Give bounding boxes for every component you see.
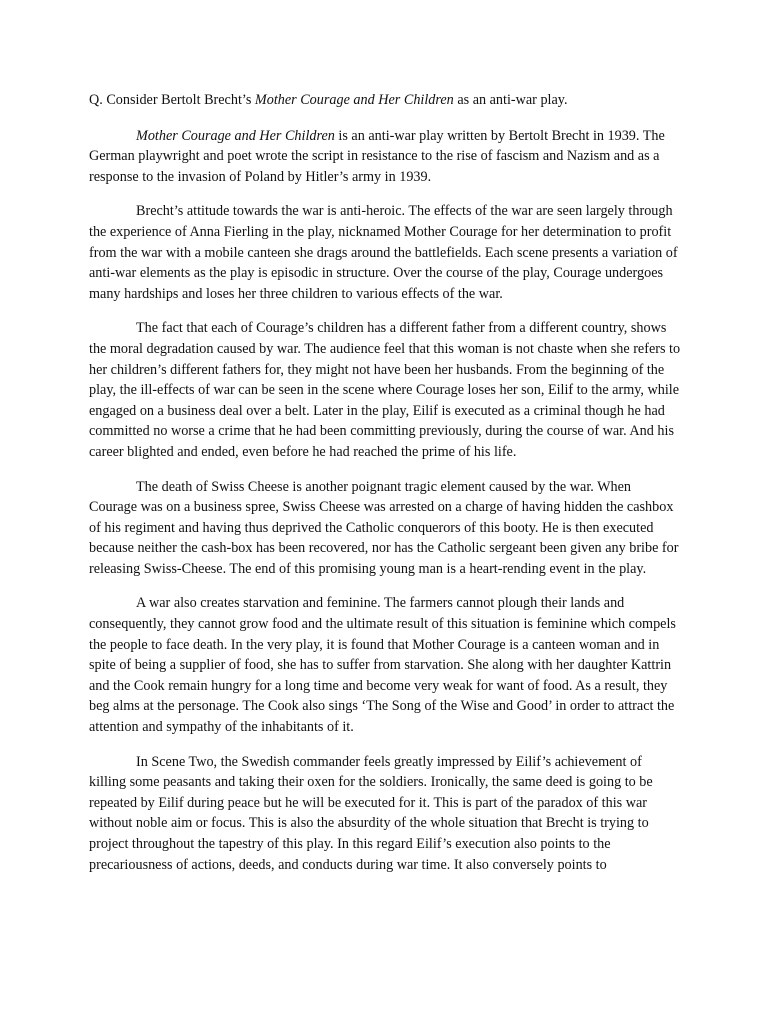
paragraph-moral-degradation: The fact that each of Courage’s children has a different father from a different country, shows the moral degradation caused by war. The audience feel that this woman is not chaste when she refers to her children’s different fathers for, they might not have been her husbands. From the beginning of the play, the ill-effects of war can be seen in the scene where Courage loses her son, Eilif to the army, while engaged on a business deal over a belt. Later in the play, Eilif is executed as a criminal though he had committed no worse a crime that he had been committing previously, during the course of war. And his career blighted and ended, even before he had reached the prime of his life. (89, 320, 681, 460)
paragraph-intro-title: Mother Courage and Her Children (136, 127, 335, 144)
paragraph-intro-text: is an anti-war play written by Bertolt Brecht in 1939. The German playwright and poet wrote the script in resistance to the rise of fascism and Nazism and as a response to the invasion of Poland by Hitler’s army in 1939. (89, 127, 665, 185)
question-prefix: Q. Consider Bertolt Brecht’s (89, 92, 255, 108)
document-page (89, 90, 681, 875)
paragraph-intro (89, 126, 681, 188)
paragraph-swiss-cheese: The death of Swiss Cheese is another poignant tragic element caused by the war. When Courage was on a business spree, Swiss Cheese was arrested on a charge of having hidden the cashbox of his regiment and having thus deprived the Catholic conquerors of this booty. He is then executed because neither the cash-box has been recovered, nor has the Catholic sergeant been given any bribe for releasing Swiss-Cheese. The end of this promising young man is a heart-rending event in the play. (89, 478, 679, 577)
paragraph-scene-two: In Scene Two, the Swedish commander feels greatly impressed by Eilif’s achievement of killing some peasants and taking their oxen for the soldiers. Ironically, the same deed is going to be repeated by Eilif during peace but he will be executed for it. This is part of the paradox of this war without noble aim or focus. This is also the absurdity of the whole situation that Brecht is trying to project throughout the tapestry of this play. In this regard Eilif’s execution also points to the precariousness of actions, deeds, and conducts during war time. It also conversely points to (89, 753, 653, 873)
question-suffix: as an anti-war play. (453, 92, 568, 108)
paragraph-starvation: A war also creates starvation and feminine. The farmers cannot plough their lands and consequently, they cannot grow food and the ultimate result of this situation is feminine which compels the people to face death. In the very play, it is found that Mother Courage is a canteen woman and in spite of being a supplier of food, she has to suffer from starvation. She along with her daughter Kattrin and the Cook remain hungry for a long time and become very weak for want of food. As a result, they beg alms at the personage. The Cook also sings ‘The Song of the Wise and Good’ in order to attract the attention and sympathy of the inhabitants of it. (89, 595, 676, 736)
question-play-title: Mother Courage and Her Children (254, 92, 454, 108)
question-heading (89, 90, 681, 111)
paragraph-anti-heroic: Brecht’s attitude towards the war is anti-heroic. The effects of the war are seen largely through the experience of Anna Fierling in the play, nicknamed Mother Courage for her determination to profit from the war with a mobile canteen she drags around the battlefields. Each scene presents a variation of anti-war elements as the play is episodic in structure. Over the course of the play, Courage undergoes many hardships and loses her three children to various effects of the war. (89, 203, 678, 302)
